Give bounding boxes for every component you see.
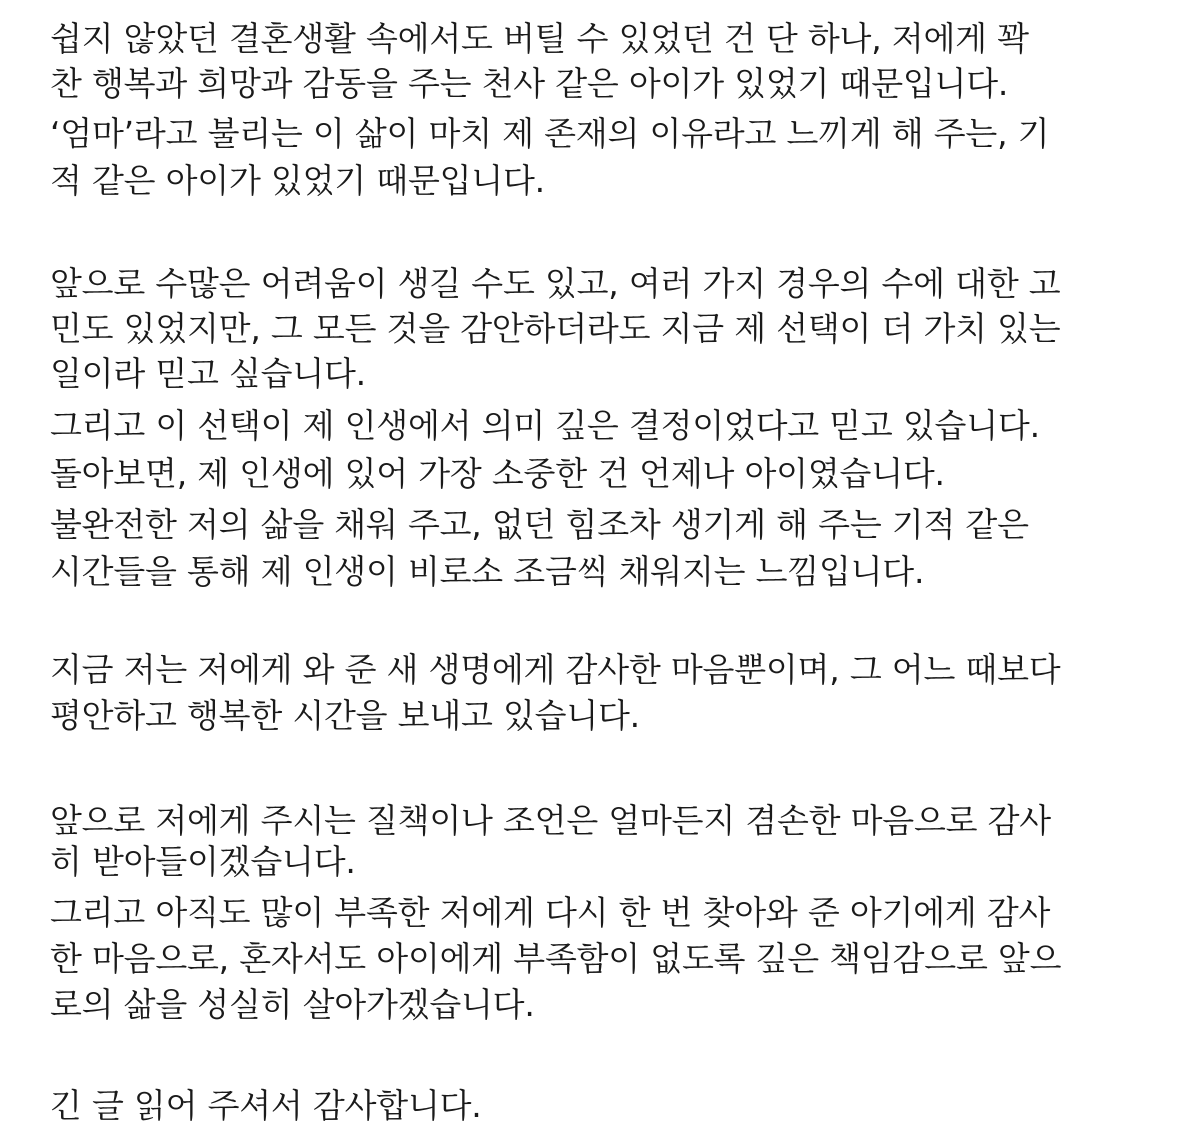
text-line: ‘엄마’라고 불리는 이 삶이 마치 제 존재의 이유라고 느끼게 해 주는, 기 — [50, 114, 1050, 153]
text-line: 긴 글 읽어 주셔서 감사합니다. — [50, 1086, 482, 1125]
text-line: 찬 행복과 희망과 감동을 주는 천사 같은 아이가 있었기 때문입니다. — [50, 64, 1009, 103]
text-line: 평안하고 행복한 시간을 보내고 있습니다. — [50, 696, 640, 735]
text-line: 돌아보면, 제 인생에 있어 가장 소중한 건 언제나 아이였습니다. — [50, 454, 945, 493]
text-line: 앞으로 수많은 어려움이 생길 수도 있고, 여러 가지 경우의 수에 대한 고 — [50, 264, 1061, 303]
text-line: 한 마음으로, 혼자서도 아이에게 부족함이 없도록 깊은 책임감으로 앞으 — [50, 939, 1062, 978]
text-line: 쉽지 않았던 결혼생활 속에서도 버틸 수 있었던 건 단 하나, 저에게 꽉 — [50, 19, 1029, 58]
text-line: 시간들을 통해 제 인생이 비로소 조금씩 채워지는 느낌입니다. — [50, 552, 925, 591]
text-line: 그리고 아직도 많이 부족한 저에게 다시 한 번 찾아와 준 아기에게 감사 — [50, 893, 1051, 932]
text-line: 히 받아들이겠습니다. — [50, 842, 356, 881]
text-line: 불완전한 저의 삶을 채워 주고, 없던 힘조차 생기게 해 주는 기적 같은 — [50, 505, 1029, 544]
text-line: 민도 있었지만, 그 모든 것을 감안하더라도 지금 제 선택이 더 가치 있는 — [50, 309, 1061, 348]
text-line: 일이라 믿고 싶습니다. — [50, 354, 366, 393]
text-line: 지금 저는 저에게 와 준 새 생명에게 감사한 마음뿐이며, 그 어느 때보다 — [50, 650, 1061, 689]
text-line: 앞으로 저에게 주시는 질책이나 조언은 얼마든지 겸손한 마음으로 감사 — [50, 801, 1051, 840]
text-line: 적 같은 아이가 있었기 때문입니다. — [50, 161, 545, 200]
text-line: 그리고 이 선택이 제 인생에서 의미 깊은 결정이었다고 믿고 있습니다. — [50, 406, 1040, 445]
text-line: 로의 삶을 성실히 살아가겠습니다. — [50, 985, 535, 1024]
